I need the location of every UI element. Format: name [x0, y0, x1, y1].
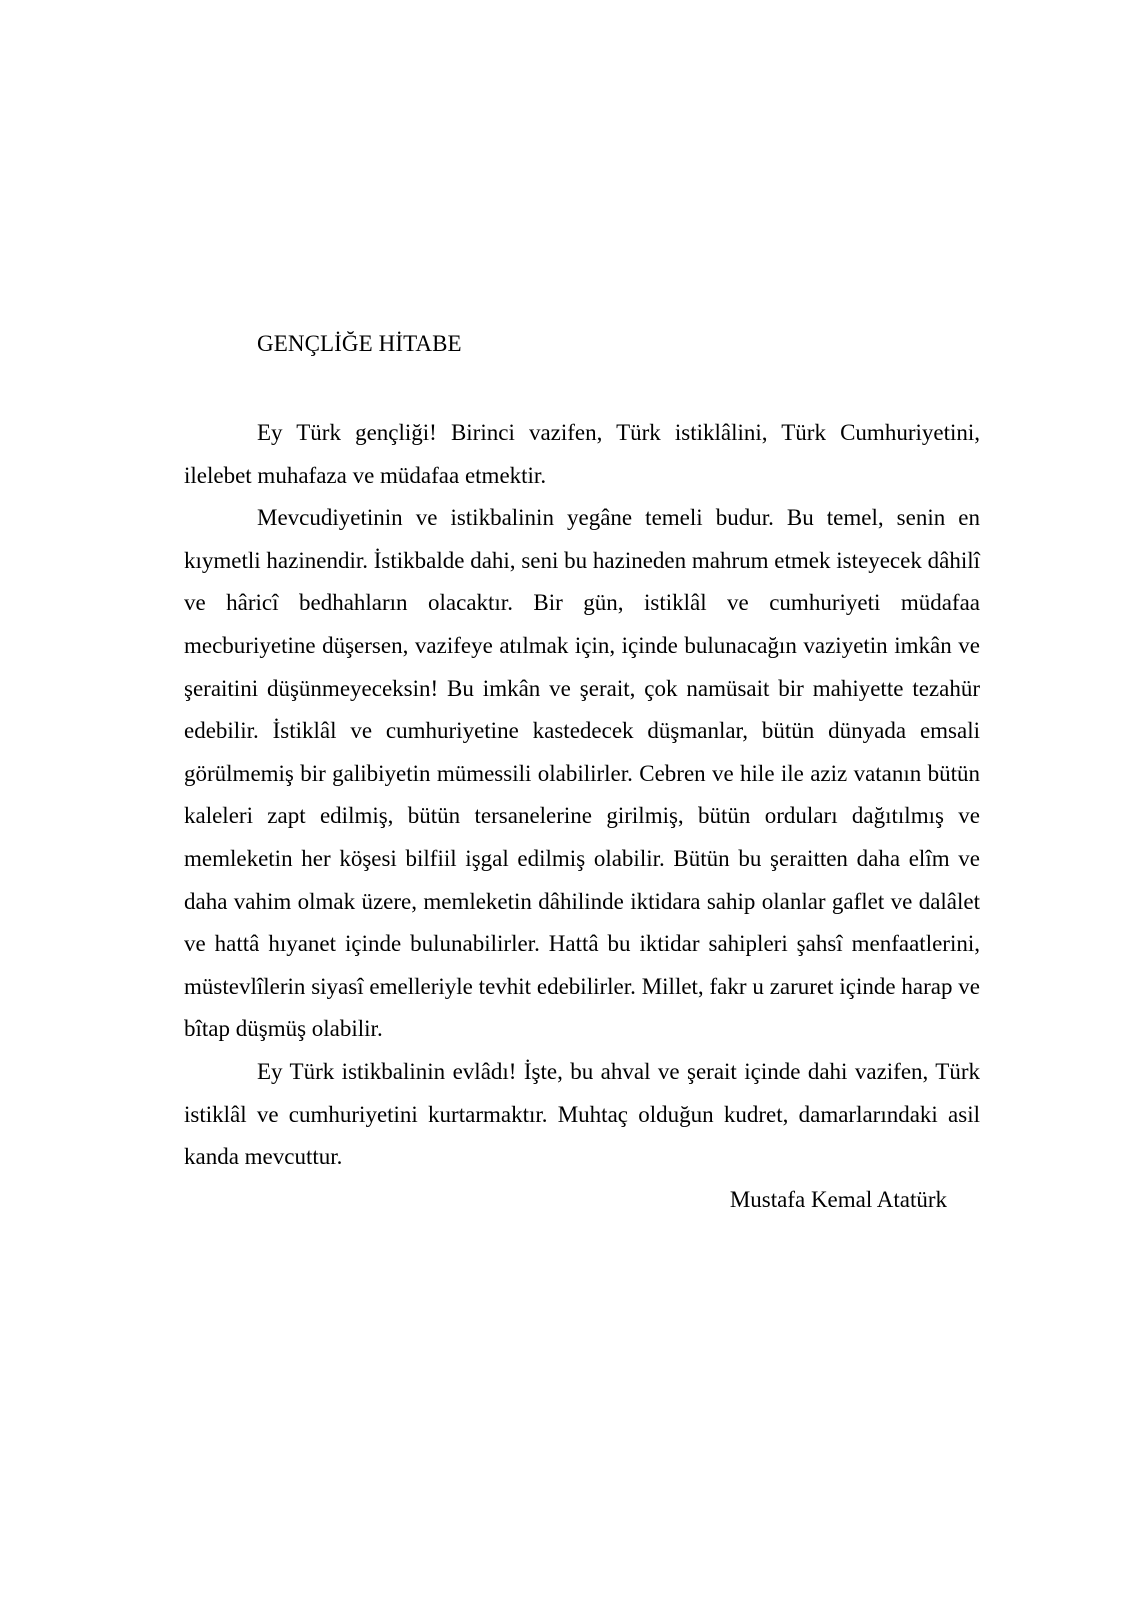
document-title: GENÇLİĞE HİTABE: [257, 331, 462, 356]
document-page: [184, 327, 980, 1221]
paragraph-3: Ey Türk istikbalinin evlâdı! İşte, bu ahval ve şerait içinde dahi vazifen, Türk istiklâl ve cumhuriyetini kurtarmaktır. Muhtaç olduğun kudret, damarlarındaki asil kanda mevcuttur.: [184, 1058, 980, 1170]
title-spacer: [184, 361, 980, 412]
paragraph-2: Mevcudiyetinin ve istikbalinin yegâne temeli budur. Bu temel, senin en kıymetli hazinendir. İstikbalde dahi, seni bu hazineden mahrum etmek isteyecek dâhilî ve hâricî bedhahların olacaktır. Bir gün, istiklâl ve cumhuriyeti müdafaa mecburiyetine düşersen, vazifeye atılmak için, içinde bulunacağın vaziyetin imkân ve şeraitini düşünmeyeceksin! Bu imkân ve şerait, çok namüsait bir mahiyette tezahür edebilir. İstiklâl ve cumhuriyetine kastedecek düşmanlar, bütün dünyada emsali görülmemiş bir galibiyetin mümessili olabilirler. Cebren ve hile ile aziz vatanın bütün kaleleri zapt edilmiş, bütün tersanelerine girilmiş, bütün orduları dağıtılmış ve memleketin her köşesi bilfiil işgal edilmiş olabilir. Bütün bu şeraitten daha elîm ve daha vahim olmak üzere, memleketin dâhilinde iktidara sahip olanlar gaflet ve dalâlet ve hattâ hıyanet içinde bulunabilirler. Hattâ bu iktidar sahipleri şahsî menfaatlerini, müstevlîlerin siyasî emelleriyle tevhit edebilirler. Millet, fakr u zaruret içinde harap ve bîtap düşmüş olabilir.: [184, 505, 980, 1042]
signature: Mustafa Kemal Atatürk: [729, 1186, 947, 1212]
paragraph-1: Ey Türk gençliği! Birinci vazifen, Türk istiklâlini, Türk Cumhuriyetini, ilelebet muhafaza ve müdafaa etmektir.: [184, 420, 980, 488]
